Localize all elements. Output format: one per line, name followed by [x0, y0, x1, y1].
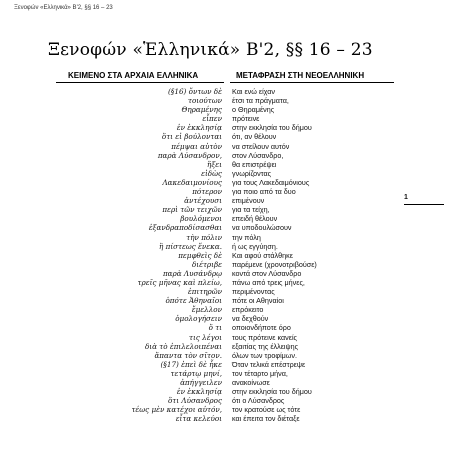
ancient-text-line: Θηραμένης [181, 105, 222, 115]
translation-line: στον Λύσανδρο, [232, 150, 284, 160]
ancient-text-line: ἐξανδραποδίσασθαι [148, 223, 222, 233]
running-header: Ξενοφών «Ελληνικά» Β'2, §§ 16 – 23 [14, 5, 113, 11]
ancient-text-line: παρὰ Λυσάνδρῳ [162, 268, 222, 278]
translation-line: ότι, αν θέλουν [232, 132, 277, 142]
translation-line: για ποιο από τα δυο [232, 187, 296, 197]
ancient-text-line: ἔμελλον [191, 305, 222, 315]
translation-line: στην εκκλησία του δήμου [232, 387, 312, 397]
translation-column [232, 87, 397, 423]
translation-line: ή ως εγγύηση. [232, 241, 278, 251]
translation-line: τους πρότεινε κανείς [232, 332, 298, 342]
ancient-text-line: ἅπαντα τὸν σῖτον. [154, 350, 222, 360]
ancient-text-line: βουλόμενοι [180, 214, 222, 224]
translation-line: γνωρίζοντας [232, 168, 272, 178]
translation-line: να δεχθούν [232, 314, 269, 324]
translation-line: πάνω από τρεις μήνες, [232, 277, 305, 287]
ancient-text-line: εἶπεν [202, 114, 222, 124]
translation-line: όλων των τροφίμων. [232, 350, 298, 360]
ancient-text-line: πέμψαι αὐτὸν [171, 141, 222, 151]
translation-line: στην εκκλησία του δήμου [232, 123, 312, 133]
ancient-text-line: τις λέγοι [189, 332, 222, 342]
translation-line: περιμένοντας [232, 287, 275, 297]
translation-heading-rule [230, 82, 394, 83]
translation-line: να στείλουν αυτόν [232, 141, 290, 151]
translation-line: την πόλη [232, 232, 261, 242]
translation-line: να υποδουλώσουν [232, 223, 292, 233]
ancient-text-line: ἀντέχουσι [184, 196, 222, 206]
translation-line: επρόκειτο [232, 305, 264, 315]
ancient-text-line: ὅτι εἰ βούλονται [161, 132, 222, 142]
translation-line: Όταν τελικά επέστρεψε [232, 359, 306, 369]
translation-line: και έπειτα τον διέταξε [232, 414, 300, 424]
ancient-text-line: πεμφθεὶς δὲ [178, 250, 222, 260]
ancient-text-line: ὁμολογήσειν [175, 314, 222, 324]
translation-line: ότι ο Λύσανδρος [232, 396, 285, 406]
ancient-text-line: ἀπήγγειλεν [180, 378, 222, 387]
translation-line: Και ενώ είχαν [232, 87, 275, 96]
ancient-text-line: τοιούτων [187, 96, 222, 106]
ancient-text-line: περὶ τῶν τειχῶν [162, 205, 222, 215]
ancient-text-line: διὰ τὸ ἐπιλελοιπέναι [144, 341, 222, 351]
ancient-text-line: ὅτι Λύσανδρος [167, 396, 222, 406]
ancient-text-heading: ΚΕΙΜΕΝΟ ΣΤΑ ΑΡΧΑΙΑ ΕΛΛΗΝΙΚΑ [68, 71, 199, 80]
ancient-text-line: (§17) ἐπεὶ δὲ ἧκε [160, 359, 222, 369]
ancient-heading-rule [56, 82, 224, 83]
translation-line: πότε οι Αθηναίοι [232, 296, 284, 306]
ancient-text-line: ἐν ἐκκλησίᾳ [176, 123, 222, 133]
translation-line: επιμένουν [232, 196, 265, 206]
ancient-text-line: πότερον [192, 187, 222, 197]
ancient-text-line: τετάρτῳ μηνί, [170, 368, 222, 378]
ancient-text-line: ἥξει [207, 159, 222, 169]
ancient-text-line: ὅ τι [208, 323, 222, 333]
translation-line: οποιονδήποτε όρο [232, 323, 291, 333]
translation-line: έτσι τα πράγματα, [232, 96, 289, 106]
ancient-text-line: διέτριβε [191, 259, 222, 269]
translation-line: για τα τείχη, [232, 205, 270, 215]
translation-heading: ΜΕΤΑΦΡΑΣΗ ΣΤΗ ΝΕΟΕΛΛΗΝΙΚΗ [236, 71, 365, 80]
translation-line: ο Θηραμένης [232, 105, 275, 115]
translation-line: ανακοίνωσε [232, 378, 270, 387]
translation-line: Και αφού στάλθηκε [232, 250, 293, 260]
translation-line: για τους Λακεδαιμόνιους [232, 177, 310, 187]
translation-line: εξαιτίας της έλλειψης [232, 341, 299, 351]
ancient-text-line: ἢ πίστεως ἕνεκα. [159, 241, 222, 251]
translation-line: τον τέταρτο μήνα, [232, 368, 288, 378]
translation-line: θα επιστρέψει [232, 159, 277, 169]
ancient-text-line: ἐπιτηρῶν [187, 287, 222, 297]
translation-line: πρότεινε [232, 114, 260, 124]
ancient-text-line: τὴν πόλιν [186, 232, 222, 242]
ancient-text-line: τρεῖς μῆνας καὶ πλείω, [137, 277, 222, 287]
translation-line: παρέμενε (χρονοτριβούσε) [232, 259, 317, 269]
ancient-text-line: παρὰ Λύσανδρον, [157, 150, 222, 160]
ancient-text-line: τέως μὲν κατέχοι αὐτόν, [131, 405, 222, 415]
ancient-text-line: (§16) ὄντων δὲ [167, 87, 222, 96]
ancient-text-column [60, 87, 222, 423]
page-number-rule [404, 204, 444, 205]
translation-line: επειδή θέλουν [232, 214, 278, 224]
page-number: 1 [404, 194, 408, 201]
ancient-text-line: Λακεδαιμονίους [162, 177, 222, 187]
page-title: Ξενοφών «Ἑλληνικά» Β'2, §§ 16 – 23 [48, 40, 373, 60]
ancient-text-line: εἶτα κελεύοι [175, 414, 222, 424]
translation-line: τον κρατούσε ως τότε [232, 405, 301, 415]
ancient-text-line: ὁπότε Ἀθηναῖοι [165, 296, 222, 306]
ancient-text-line: ἐν ἐκκλησίᾳ [176, 387, 222, 397]
translation-line: κοντά στον Λύσανδρο [232, 268, 302, 278]
ancient-text-line: εἰδὼς [201, 168, 222, 178]
